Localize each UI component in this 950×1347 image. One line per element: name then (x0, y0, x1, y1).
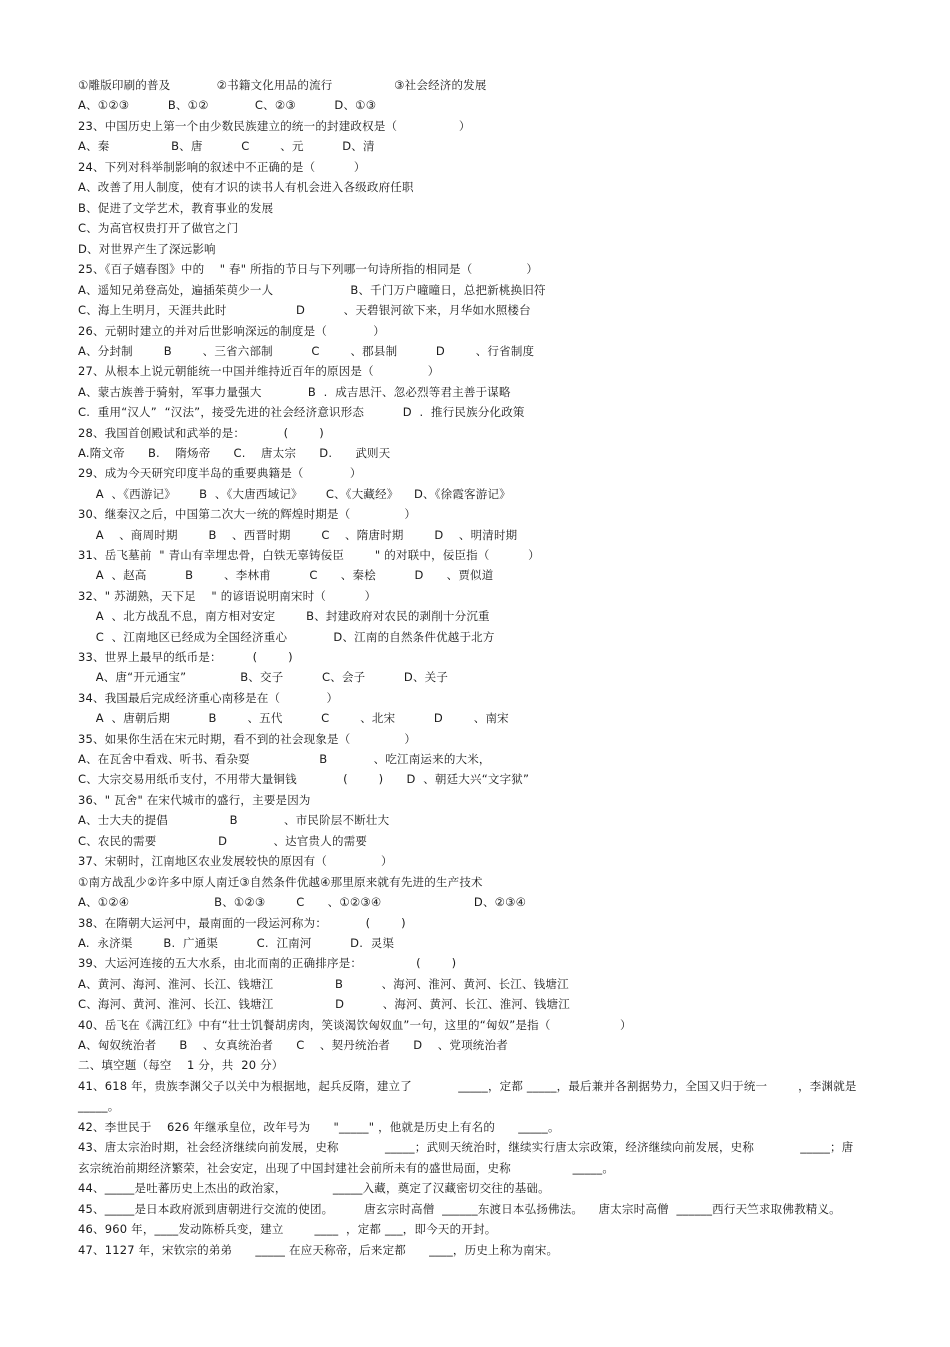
text-line: C、海河、黄河、淮河、长江、钱塘江 D 、海河、黄河、长江、淮河、钱塘江 (78, 997, 570, 1011)
text-line: 36、" 瓦舍" 在宋代城市的盛行，主要是因为 (78, 793, 311, 807)
text-line: 35、如果你生活在宋元时期，看不到的社会现象是（ ） (78, 732, 417, 746)
text-line: 37、宋朝时，江南地区农业发展较快的原因有（ ） (78, 854, 393, 868)
text-line: A、匈奴统治者 B 、女真统治者 C 、契丹统治者 D 、党项统治者 (78, 1038, 508, 1052)
text-line: A、蒙古族善于骑射，军事力量强大 B . 成吉思汗、忽必烈等君主善于谋略 (78, 385, 511, 399)
text-line: 33、世界上最早的纸币是： ( ) (78, 650, 293, 664)
text-line: 29、成为今天研究印度半岛的重要典籍是（ ） (78, 466, 362, 480)
text-line: A、①②④ B、①②③ C 、①②③④ D、②③④ (78, 895, 527, 909)
text-line: A.隋文帝 B. 隋炀帝 C. 唐太宗 D. 武则天 (78, 446, 391, 460)
text-line: B、促进了文学艺术，教育事业的发展 (78, 201, 274, 215)
text-line: 玄宗统治前期经济繁荣，社会安定，出现了中国封建社会前所未有的盛世局面，史称 _____。 (78, 1161, 615, 1175)
text-line: 39、大运河连接的五大水系，由北而南的正确排序是： ( ) (78, 956, 457, 970)
text-line: A 、《西游记》 B 、《大唐西域记》 C、《大藏经》 D、《徐霞客游记》 (88, 487, 511, 501)
text-line: 40、岳飞在《满江红》中有“壮士饥餐胡虏肉，笑谈渴饮匈奴血”一句，这里的“匈奴”是指（ ） (78, 1018, 632, 1032)
text-line: C、农民的需要 D 、达官贵人的需要 (78, 834, 368, 848)
text-line: C、大宗交易用纸币支付，不用带大量铜钱 ( ) D 、朝廷大兴“文字狱” (78, 772, 530, 786)
text-line: A. 永济渠 B. 广通渠 C. 江南河 D. 灵渠 (78, 936, 395, 950)
text-line: C. 重用“汉人” “汉法”，接受先进的社会经济意识形态 D . 推行民族分化政策 (78, 405, 525, 419)
text-line: D、对世界产生了深远影响 (78, 242, 216, 256)
text-line: A、在瓦舍中看戏、听书、看杂耍 B 、吃江南运来的大米， (78, 752, 491, 766)
text-line: 47、1127 年，宋钦宗的弟弟 _____ 在应天称帝，后来定都 ____，历史上称为南宋。 (78, 1243, 559, 1257)
text-line: 30、继秦汉之后，中国第二次大一统的辉煌时期是（ ） (78, 507, 417, 521)
text-line: 26、元朝时建立的并对后世影响深远的制度是（ ） (78, 324, 385, 338)
text-line: A、秦 B、唐 C 、元 D、清 (78, 139, 375, 153)
text-line: 25、《百子嬉春图》中的 " 春" 所指的节日与下列哪一句诗所指的相同是（ ） (78, 262, 539, 276)
text-line: ①雕版印刷的普及 ②书籍文化用品的流行 ③社会经济的发展 (78, 78, 487, 92)
text-line: 45、_____是日本政府派到唐朝进行交流的使团。 唐玄宗时高僧 ______东渡日本弘扬佛法。 唐太宗时高僧 ______西行天竺求取佛教精义。 (78, 1202, 841, 1216)
text-line: 二、填空题（每空 1 分，共 20 分） (78, 1058, 284, 1072)
text-line: A、①②③ B、①② C、②③ D、①③ (78, 98, 377, 112)
text-line: C 、江南地区已经成为全国经济重心 D、江南的自然条件优越于北方 (88, 630, 495, 644)
text-line: 34、我国最后完成经济重心南移是在（ ） (78, 691, 339, 705)
text-line: 41、618 年，贵族李渊父子以关中为根据地，起兵反隋，建立了 _____，定都 _____，最后兼并各割据势力，全国又归于统一 ，李渊就是 (78, 1079, 857, 1093)
text-line: A、唐“开元通宝” B、交子 C、会子 D、关子 (88, 670, 449, 684)
text-line: 24、下列对科举制影响的叙述中不正确的是（ ） (78, 160, 366, 174)
text-line: A 、商周时期 B 、西晋时期 C 、隋唐时期 D 、明清时期 (88, 528, 518, 542)
text-line: 38、在隋朝大运河中，最南面的一段运河称为： ( ) (78, 916, 406, 930)
text-line: 31、岳飞墓前 " 青山有幸埋忠骨，白铁无辜铸佞臣 " 的对联中，佞臣指（ ） (78, 548, 540, 562)
text-line: 46、960 年，____发动陈桥兵变，建立 ____ ，定都 ___，即今天的开封。 (78, 1222, 497, 1236)
text-line: C、为高官权贵打开了做官之门 (78, 221, 239, 235)
text-line: 42、李世民于 626 年继承皇位，改年号为 "_____" ，他就是历史上有名的 _____。 (78, 1120, 560, 1134)
text-line: 27、从根本上说元朝能统一中国并维持近百年的原因是（ ） (78, 364, 440, 378)
text-line: 23、中国历史上第一个由少数民族建立的统一的封建政权是（ ） (78, 119, 471, 133)
text-line: A、分封制 B 、三省六部制 C 、郡县制 D 、行省制度 (78, 344, 535, 358)
text-line: A、士大夫的提倡 B 、市民阶层不断壮大 (78, 813, 390, 827)
text-line: A 、唐朝后期 B 、五代 C 、北宋 D 、南宋 (88, 711, 509, 725)
text-line: C、海上生明月，天涯共此时 D 、天碧银河欲下来，月华如水照楼台 (78, 303, 531, 317)
text-line: A、黄河、海河、淮河、长江、钱塘江 B 、海河、淮河、黄河、长江、钱塘江 (78, 977, 569, 991)
text-line: 44、_____是吐蕃历史上杰出的政治家， _____入藏，奠定了汉藏密切交往的基础。 (78, 1181, 550, 1195)
text-line: ①南方战乱少②许多中原人南迁③自然条件优越④那里原来就有先进的生产技术 (78, 875, 483, 889)
text-line: 28、我国首创殿试和武举的是： ( ) (78, 426, 324, 440)
text-line: _____。 (78, 1099, 120, 1113)
text-line: A 、北方战乱不息，南方相对安定 B、封建政府对农民的剥削十分沉重 (88, 609, 490, 623)
text-line: A 、赵高 B 、李林甫 C 、秦桧 D 、贾似道 (88, 568, 494, 582)
text-line: 43、唐太宗治时期，社会经济继续向前发展，史称 _____；武则天统治时，继续实行唐太宗政策，经济继续向前发展，史称 _____；唐 (78, 1140, 854, 1154)
text-line: A、遥知兄弟登高处，遍插茱萸少一人 B、千门万户曈曈日，总把新桃换旧符 (78, 283, 546, 297)
text-line: A、改善了用人制度，使有才识的读书人有机会进入各级政府任职 (78, 180, 414, 194)
text-line: 32、" 苏湖熟，天下足 " 的谚语说明南宋时（ ） (78, 589, 377, 603)
